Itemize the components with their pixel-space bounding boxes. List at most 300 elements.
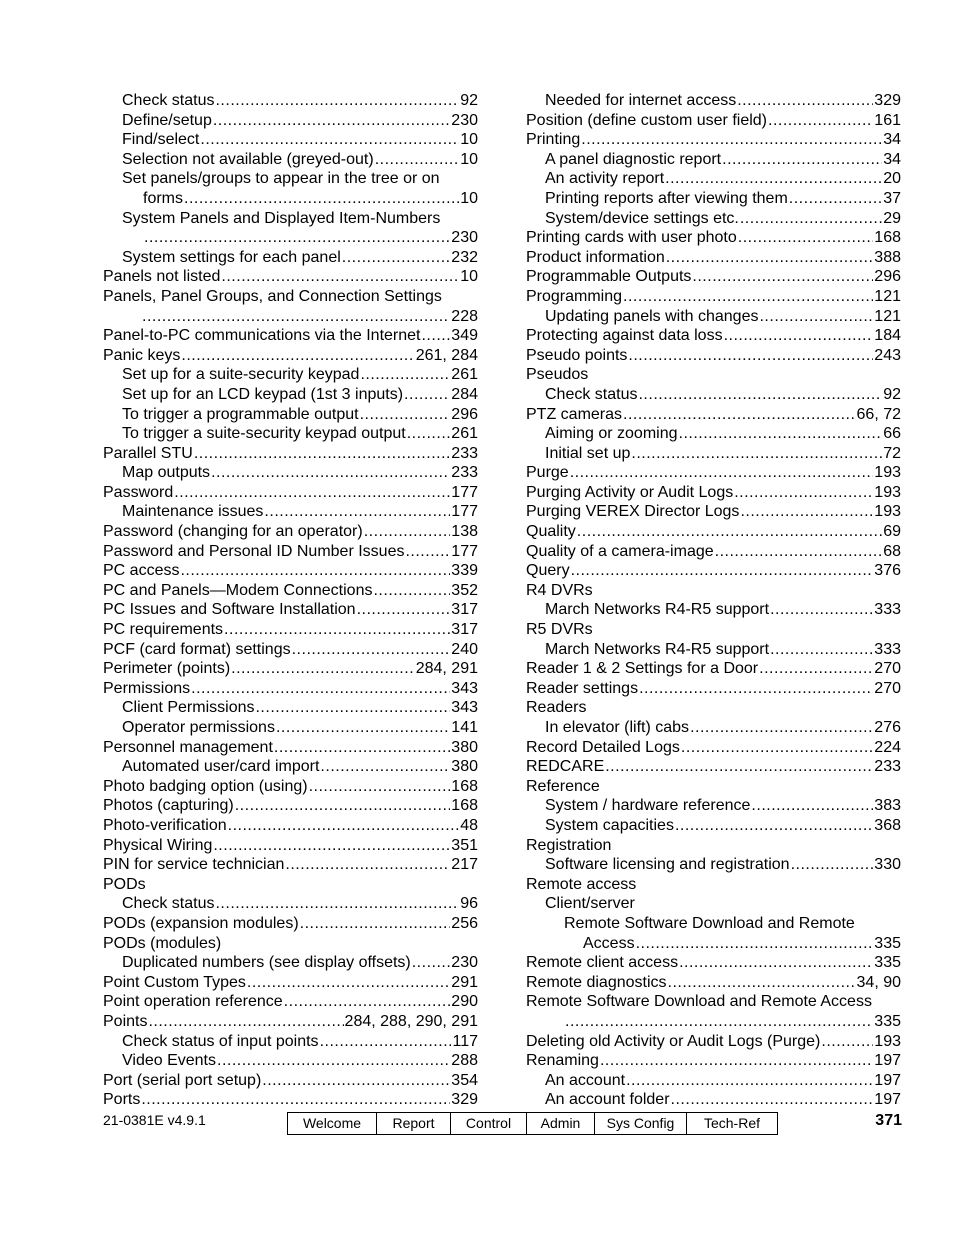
index-entry-page[interactable]: 261 bbox=[451, 425, 478, 443]
index-entry-page[interactable]: 276 bbox=[874, 719, 901, 736]
index-entry-text: Needed for internet access bbox=[545, 92, 737, 109]
dot-leader bbox=[626, 1071, 873, 1091]
dot-leader bbox=[181, 346, 414, 366]
index-entry bbox=[526, 992, 901, 1012]
index-entry-text: Initial set up bbox=[545, 444, 631, 462]
dot-leader bbox=[605, 757, 873, 777]
dot-leader bbox=[666, 248, 874, 268]
index-entry-page[interactable]: 121 bbox=[874, 287, 901, 305]
dot-leader bbox=[600, 1051, 873, 1071]
dot-leader bbox=[407, 424, 451, 444]
dot-leader bbox=[679, 953, 873, 973]
index-entry bbox=[526, 1051, 901, 1071]
index-entry-text: Access bbox=[583, 934, 635, 952]
index-entry-text: Printing bbox=[526, 131, 581, 149]
index-entry-text: Personnel management bbox=[103, 738, 273, 756]
index-entry-page[interactable]: 177 bbox=[451, 483, 478, 501]
index-entry-text: Purge bbox=[526, 464, 569, 482]
dot-leader bbox=[623, 287, 873, 307]
index-entry-text: Product information bbox=[526, 248, 665, 266]
index-entry-page[interactable]: 10 bbox=[460, 268, 478, 286]
index-entry-page[interactable]: 330 bbox=[874, 856, 901, 874]
index-entry-text: PCF (card format) settings bbox=[103, 640, 291, 658]
dot-leader bbox=[264, 502, 450, 522]
index-entry-page[interactable]: 68 bbox=[883, 542, 901, 560]
dot-leader bbox=[215, 894, 459, 914]
index-entry-page[interactable]: 333 bbox=[874, 601, 901, 619]
dot-leader bbox=[320, 757, 450, 777]
index-entry bbox=[103, 424, 478, 444]
index-entry-page[interactable]: 217 bbox=[451, 856, 478, 874]
index-entry bbox=[103, 522, 478, 542]
index-entry bbox=[103, 1032, 478, 1052]
index-entry-page[interactable]: 380 bbox=[451, 758, 478, 776]
index-entry-page[interactable]: 233 bbox=[874, 758, 901, 776]
index-entry bbox=[103, 600, 478, 620]
dot-leader bbox=[638, 385, 882, 405]
dot-leader bbox=[770, 600, 873, 620]
index-entry-page[interactable]: 261 bbox=[451, 366, 478, 384]
index-entry bbox=[103, 777, 478, 797]
index-entry-text: Points bbox=[103, 1012, 148, 1030]
index-entry bbox=[526, 522, 901, 542]
dot-leader bbox=[821, 1032, 873, 1052]
index-entry-page[interactable]: 291 bbox=[451, 973, 478, 991]
index-entry-page[interactable]: 383 bbox=[874, 797, 901, 815]
index-entry-page[interactable]: 339 bbox=[451, 562, 478, 580]
index-entry-page[interactable]: 34 bbox=[883, 150, 901, 168]
index-entry-page[interactable]: 270 bbox=[874, 660, 901, 678]
index-entry-text: System / hardware reference bbox=[545, 797, 751, 815]
dot-leader bbox=[247, 973, 450, 993]
index-entry-page[interactable]: 29 bbox=[883, 209, 901, 227]
index-entry-page[interactable]: 193 bbox=[874, 464, 901, 482]
index-entry bbox=[103, 875, 478, 895]
index-entry bbox=[526, 796, 901, 816]
dot-leader bbox=[577, 522, 882, 542]
index-entry-text: Port (serial port setup) bbox=[103, 1071, 262, 1089]
index-entry-text: Parallel STU bbox=[103, 444, 193, 462]
index-entry-text: Video Events bbox=[122, 1052, 216, 1070]
index-entry-page[interactable]: 333 bbox=[874, 640, 901, 658]
index-entry bbox=[526, 875, 901, 895]
index-entry bbox=[526, 894, 901, 914]
index-entry-text: Physical Wiring bbox=[103, 836, 213, 854]
dot-leader bbox=[734, 483, 873, 503]
nav-admin-button[interactable]: Admin bbox=[527, 1113, 595, 1134]
index-entry-text: System capacities bbox=[545, 816, 674, 834]
index-entry-text: Printing cards with user photo bbox=[526, 229, 737, 247]
dot-leader bbox=[740, 502, 873, 522]
index-entry-text: Registration bbox=[526, 836, 612, 854]
index-entry-text: R4 DVRs bbox=[526, 581, 593, 599]
dot-leader bbox=[342, 248, 451, 268]
dot-leader bbox=[412, 953, 451, 973]
index-entry bbox=[103, 385, 478, 405]
index-entry-page[interactable]: 92 bbox=[883, 385, 901, 403]
index-entry bbox=[526, 405, 901, 425]
dot-leader bbox=[692, 267, 873, 287]
dot-leader bbox=[759, 659, 873, 679]
index-entry-text: Remote client access bbox=[526, 954, 679, 972]
index-entry-text: forms bbox=[143, 189, 183, 207]
index-entry-text: Photo-verification bbox=[103, 816, 227, 834]
index-entry-page[interactable]: 270 bbox=[874, 679, 901, 697]
index-entry-page[interactable]: 66, 72 bbox=[856, 405, 901, 423]
index-entry-text: PODs (expansion modules) bbox=[103, 914, 299, 932]
dot-leader bbox=[759, 307, 873, 327]
index-entry bbox=[526, 581, 901, 601]
index-entry bbox=[526, 267, 901, 287]
index-entry bbox=[526, 718, 901, 738]
index-entry-page[interactable]: 193 bbox=[874, 483, 901, 501]
index-entry-text: Purging Activity or Audit Logs bbox=[526, 483, 734, 501]
index-entry-page[interactable]: 329 bbox=[451, 1091, 478, 1109]
index-entry-page[interactable]: 296 bbox=[874, 268, 901, 286]
index-entry-text: Panic keys bbox=[103, 346, 181, 364]
index-entry bbox=[526, 679, 901, 699]
index-entry bbox=[103, 169, 478, 189]
dot-leader bbox=[213, 836, 450, 856]
index-entry bbox=[526, 248, 901, 268]
index-entry-page[interactable]: 284, 291 bbox=[415, 660, 478, 678]
index-entry-page[interactable]: 177 bbox=[451, 542, 478, 560]
nav-control-button[interactable]: Control bbox=[451, 1113, 527, 1134]
index-entry bbox=[103, 1090, 478, 1110]
index-entry-page[interactable]: 232 bbox=[451, 248, 478, 266]
index-entry-page[interactable]: 343 bbox=[451, 679, 478, 697]
dot-leader bbox=[224, 620, 450, 640]
index-entry bbox=[526, 620, 901, 640]
index-entry bbox=[103, 287, 478, 307]
dot-leader bbox=[373, 581, 450, 601]
index-entry-text: Reference bbox=[526, 777, 600, 795]
index-entry-page[interactable]: 230 bbox=[451, 111, 478, 129]
nav-report-button[interactable]: Report bbox=[377, 1113, 451, 1134]
dot-leader bbox=[740, 209, 882, 229]
index-entry bbox=[526, 640, 901, 660]
index-entry bbox=[526, 502, 901, 522]
index-entry-page[interactable]: 184 bbox=[874, 327, 901, 345]
index-entry-page[interactable]: 20 bbox=[883, 170, 901, 188]
index-entry bbox=[103, 561, 478, 581]
index-entry-text: Record Detailed Logs bbox=[526, 738, 680, 756]
index-entry-page[interactable]: 66 bbox=[883, 425, 901, 443]
index-entry-page[interactable]: 349 bbox=[451, 327, 478, 345]
index-entry-page[interactable]: 117 bbox=[452, 1032, 478, 1050]
index-entry-text: PIN for service technician bbox=[103, 856, 285, 874]
index-entry-page[interactable]: 34 bbox=[883, 131, 901, 149]
index-entry-text: Maintenance issues bbox=[122, 503, 264, 521]
index-entry-text: Remote Software Download and Remote Access bbox=[526, 993, 872, 1011]
index-entry-text: Reader settings bbox=[526, 679, 639, 697]
index-entry-page[interactable]: 376 bbox=[874, 562, 901, 580]
dot-leader bbox=[191, 679, 450, 699]
index-entry-page[interactable]: 37 bbox=[883, 189, 901, 207]
index-entry bbox=[526, 424, 901, 444]
dot-leader bbox=[231, 659, 415, 679]
index-entry-text: REDCARE bbox=[526, 758, 605, 776]
index-entry-page[interactable]: 197 bbox=[874, 1052, 901, 1070]
index-entry bbox=[526, 973, 901, 993]
index-entry-text: Selection not available (greyed-out) bbox=[122, 150, 374, 168]
index-entry-page[interactable]: 72 bbox=[883, 444, 901, 462]
index-entry-page[interactable]: 177 bbox=[451, 503, 478, 521]
dot-leader bbox=[357, 600, 451, 620]
nav-tech-ref-button[interactable]: Tech-Ref bbox=[703, 1115, 761, 1131]
index-entry bbox=[526, 326, 901, 346]
index-entry-page[interactable]: 317 bbox=[451, 601, 478, 619]
dot-leader bbox=[737, 91, 873, 111]
index-entry bbox=[103, 209, 478, 229]
index-entry bbox=[103, 914, 478, 934]
nav-sys-config-button[interactable]: Sys Config bbox=[595, 1113, 687, 1134]
index-entry-page[interactable]: 193 bbox=[874, 1032, 901, 1050]
index-entry bbox=[103, 640, 478, 660]
index-entry-page[interactable]: 168 bbox=[451, 797, 478, 815]
dot-leader bbox=[665, 169, 882, 189]
index-entry-text: System Panels and Displayed Item-Numbers bbox=[122, 209, 441, 227]
dot-leader bbox=[722, 150, 882, 170]
index-entry-text: Automated user/card import bbox=[122, 758, 320, 776]
index-entry-text: Readers bbox=[526, 699, 587, 717]
index-entry bbox=[526, 816, 901, 836]
dot-leader bbox=[180, 561, 450, 581]
index-entry-text: Check status bbox=[122, 92, 215, 109]
index-entry-page[interactable]: 240 bbox=[451, 640, 478, 658]
index-entry-page[interactable]: 288 bbox=[451, 1052, 478, 1070]
index-entry-text: Client Permissions bbox=[122, 699, 255, 717]
index-entry-page[interactable]: 284, 288, 290, 291 bbox=[344, 1012, 478, 1030]
index-entry bbox=[103, 894, 478, 914]
index-entry-page[interactable]: 193 bbox=[874, 503, 901, 521]
dot-leader bbox=[141, 1090, 450, 1110]
index-entry-text: Point Custom Types bbox=[103, 973, 246, 991]
index-entry-page[interactable]: 168 bbox=[451, 777, 478, 795]
index-entry-text: PC and Panels—Modem Connections bbox=[103, 581, 373, 599]
index-entry bbox=[526, 228, 901, 248]
index-entry-page[interactable]: 335 bbox=[874, 934, 901, 952]
dot-leader bbox=[623, 405, 856, 425]
index-entry bbox=[103, 698, 478, 718]
dot-leader bbox=[751, 796, 873, 816]
index-entry-page[interactable]: 168 bbox=[874, 229, 901, 247]
dot-leader bbox=[668, 973, 856, 993]
index-entry bbox=[103, 189, 478, 209]
index-entry-page[interactable]: 230 bbox=[451, 229, 478, 247]
index-entry bbox=[103, 483, 478, 503]
index-entry bbox=[526, 1071, 901, 1091]
dot-leader bbox=[144, 228, 450, 248]
index-entry-text: Position (define custom user field) bbox=[526, 111, 767, 129]
dot-leader bbox=[636, 934, 874, 954]
dot-leader bbox=[570, 463, 874, 483]
dot-leader bbox=[255, 698, 450, 718]
index-entry bbox=[103, 659, 478, 679]
index-entry-page[interactable]: 290 bbox=[451, 993, 478, 1011]
index-entry-text: System settings for each panel bbox=[122, 248, 341, 266]
page-number: 371 bbox=[875, 1112, 902, 1129]
index-entry-text: Panel-to-PC communications via the Internet bbox=[103, 327, 421, 345]
index-entry-page[interactable]: 317 bbox=[451, 621, 478, 639]
index-entry-page[interactable]: 10 bbox=[460, 150, 478, 168]
index-entry bbox=[526, 855, 901, 875]
index-entry bbox=[103, 718, 478, 738]
nav-welcome-button[interactable]: Welcome bbox=[288, 1113, 377, 1134]
index-entry-page[interactable]: 228 bbox=[451, 307, 478, 325]
dot-leader bbox=[404, 385, 450, 405]
index-entry bbox=[526, 600, 901, 620]
index-entry-page[interactable]: 354 bbox=[451, 1071, 478, 1089]
index-entry-page[interactable]: 230 bbox=[451, 954, 478, 972]
index-entry-page[interactable]: 243 bbox=[874, 346, 901, 364]
dot-leader bbox=[679, 424, 883, 444]
index-entry-text: Pseudos bbox=[526, 366, 589, 384]
index-entry-page[interactable]: 34, 90 bbox=[856, 973, 901, 991]
dot-leader bbox=[681, 738, 873, 758]
index-entry-page[interactable]: 329 bbox=[874, 92, 901, 109]
index-entry bbox=[526, 169, 901, 189]
dot-leader bbox=[300, 914, 451, 934]
dot-leader bbox=[285, 855, 450, 875]
index-entry-page[interactable]: 121 bbox=[874, 307, 901, 325]
index-entry-text: An account bbox=[545, 1071, 626, 1089]
index-entry bbox=[103, 267, 478, 287]
index-entry-text: Query bbox=[526, 562, 570, 580]
index-entry-text: Deleting old Activity or Audit Logs (Purge) bbox=[526, 1032, 821, 1050]
index-entry-text: Updating panels with changes bbox=[545, 307, 759, 325]
dot-leader bbox=[360, 405, 451, 425]
index-entry-page[interactable]: 388 bbox=[874, 248, 901, 266]
index-entry-text: Ports bbox=[103, 1091, 141, 1109]
index-entry bbox=[526, 836, 901, 856]
dot-leader bbox=[671, 1090, 874, 1110]
index-entry bbox=[103, 463, 478, 483]
index-entry-text: Check status bbox=[545, 385, 638, 403]
index-entry-text: An activity report bbox=[545, 170, 665, 188]
index-entry bbox=[526, 287, 901, 307]
dot-leader bbox=[360, 365, 450, 385]
dot-leader bbox=[217, 1051, 450, 1071]
index-entry bbox=[526, 463, 901, 483]
index-entry bbox=[103, 111, 478, 131]
index-entry-page[interactable]: 161 bbox=[874, 111, 901, 129]
index-entry-text: An account folder bbox=[545, 1091, 670, 1109]
index-entry-page[interactable]: 380 bbox=[451, 738, 478, 756]
index-entry-text: Set panels/groups to appear in the tree or on bbox=[122, 170, 440, 188]
index-entry-text: Map outputs bbox=[122, 464, 211, 482]
dot-leader bbox=[262, 1071, 450, 1091]
index-entry-page[interactable]: 351 bbox=[451, 836, 478, 854]
index-entry-text: March Networks R4-R5 support bbox=[545, 601, 770, 619]
dot-leader bbox=[213, 111, 450, 131]
index-entry-page[interactable]: 197 bbox=[874, 1091, 901, 1109]
index-entry-page[interactable]: 92 bbox=[460, 92, 478, 109]
index-column-right bbox=[526, 91, 901, 1110]
dot-leader bbox=[791, 855, 874, 875]
index-entry bbox=[103, 816, 478, 836]
index-entry bbox=[103, 836, 478, 856]
dot-leader bbox=[715, 542, 883, 562]
index-entry-text: Panels not listed bbox=[103, 268, 221, 286]
index-entry-text: Set up for a suite-security keypad bbox=[122, 366, 360, 384]
index-entry bbox=[103, 1051, 478, 1071]
index-entry-page[interactable]: 10 bbox=[460, 189, 478, 207]
index-entry bbox=[526, 150, 901, 170]
index-entry bbox=[526, 365, 901, 385]
index-entry-text: To trigger a programmable output bbox=[122, 405, 359, 423]
index-entry-page[interactable]: 368 bbox=[874, 816, 901, 834]
index-entry bbox=[526, 561, 901, 581]
dot-leader bbox=[320, 1032, 452, 1052]
index-entry-page[interactable]: 10 bbox=[460, 131, 478, 149]
index-entry-page[interactable]: 296 bbox=[451, 405, 478, 423]
index-entry-text: R5 DVRs bbox=[526, 621, 593, 639]
index-entry-page[interactable]: 48 bbox=[460, 816, 478, 834]
index-entry-text: Photos (capturing) bbox=[103, 797, 234, 815]
index-entry-page[interactable]: 233 bbox=[451, 444, 478, 462]
index-entry bbox=[103, 679, 478, 699]
index-entry-page[interactable]: 256 bbox=[451, 914, 478, 932]
index-entry-page[interactable]: 343 bbox=[451, 699, 478, 717]
dot-leader bbox=[571, 561, 874, 581]
index-entry bbox=[526, 111, 901, 131]
index-entry-text: March Networks R4-R5 support bbox=[545, 640, 770, 658]
dot-leader bbox=[276, 718, 450, 738]
index-entry-text: Duplicated numbers (see display offsets) bbox=[122, 954, 411, 972]
dot-leader bbox=[565, 1012, 873, 1032]
index-entry bbox=[103, 855, 478, 875]
index-entry-text: Password (changing for an operator) bbox=[103, 523, 363, 541]
index-entry-page[interactable]: 197 bbox=[874, 1071, 901, 1089]
index-entry bbox=[526, 91, 901, 111]
index-entry-page[interactable]: 69 bbox=[883, 523, 901, 541]
index-entry-page[interactable]: 224 bbox=[874, 738, 901, 756]
index-entry bbox=[103, 502, 478, 522]
index-entry-page[interactable]: 261, 284 bbox=[415, 346, 478, 364]
index-entry-page[interactable]: 284 bbox=[451, 385, 478, 403]
index-entry-page[interactable]: 335 bbox=[874, 954, 901, 972]
index-entry-text: PTZ cameras bbox=[526, 405, 623, 423]
dot-leader bbox=[789, 189, 882, 209]
index-entry-page[interactable]: 352 bbox=[451, 581, 478, 599]
index-entry-text: Printing reports after viewing them bbox=[545, 189, 788, 207]
index-entry-text: Remote access bbox=[526, 875, 637, 893]
index-entry-page[interactable]: 141 bbox=[451, 719, 478, 736]
index-entry-text: PC access bbox=[103, 562, 180, 580]
index-entry-page[interactable]: 96 bbox=[460, 895, 478, 913]
index-column-left bbox=[103, 91, 478, 1110]
index-entry-page[interactable]: 138 bbox=[451, 523, 478, 541]
index-entry bbox=[103, 1071, 478, 1091]
index-entry-page[interactable]: 233 bbox=[451, 464, 478, 482]
index-entry bbox=[103, 796, 478, 816]
index-entry-text: Aiming or zooming bbox=[545, 425, 678, 443]
index-entry bbox=[103, 228, 478, 248]
dot-leader bbox=[631, 444, 882, 464]
index-entry-page[interactable]: 335 bbox=[874, 1012, 901, 1030]
index-entry bbox=[526, 738, 901, 758]
index-entry bbox=[526, 444, 901, 464]
index-entry-text: Perimeter (points) bbox=[103, 660, 231, 678]
index-entry bbox=[103, 757, 478, 777]
index-entry-text: Operator permissions bbox=[122, 719, 275, 736]
index-entry-text: In elevator (lift) cabs bbox=[545, 719, 690, 736]
index-entry-text: Password and Personal ID Number Issues bbox=[103, 542, 405, 560]
index-entry-text: Programming bbox=[526, 287, 623, 305]
dot-leader bbox=[768, 111, 873, 131]
index-entry-text: System/device settings etc. bbox=[545, 209, 739, 227]
